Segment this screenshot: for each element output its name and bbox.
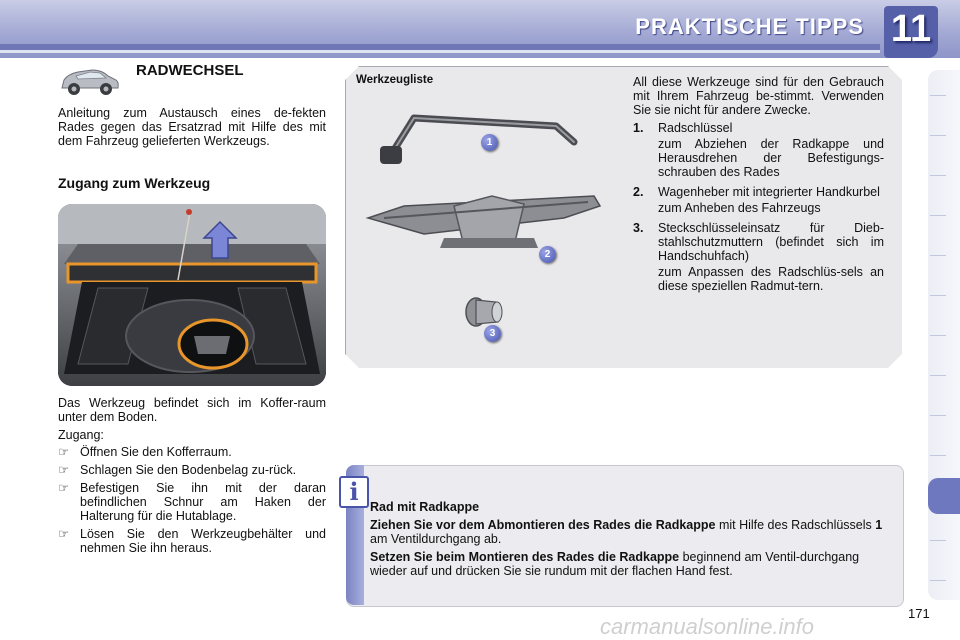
section-title: RADWECHSEL (136, 62, 244, 79)
subheading-tool-access: Zugang zum Werkzeug (58, 175, 211, 191)
list-item: ☞ Lösen Sie den Werkzeugbehälter und nehmen Sie ihn heraus. (58, 527, 326, 555)
page-number: 171 (908, 606, 930, 621)
list-item: ☞ Öffnen Sie den Kofferraum. (58, 445, 232, 459)
list-item: 2. Wagenheber mit integrierter Handkurbel (633, 185, 880, 199)
side-tab-divider (930, 540, 946, 541)
side-tab-divider (930, 255, 946, 256)
trunk-location-text: Das Werkzeug befindet sich im Koffer-raum unter dem Boden. (58, 396, 326, 424)
list-item: 3. Steckschlüsseleinsatz für Dieb-stahlschutzmuttern (befindet sich im Handschuhfach) (633, 221, 884, 263)
marker-2: 2 (539, 246, 556, 263)
side-tab-divider (930, 580, 946, 581)
tools-list-label: Werkzeugliste (356, 74, 434, 86)
info-paragraph-1: Ziehen Sie vor dem Abmontieren des Rades die Radkappe mit Hilfe des Radschlüssels 1 am Ventildurchgang ab. (370, 518, 883, 546)
watermark: carmanualsonline.info (600, 614, 815, 639)
intro-text: Anleitung zum Austausch eines de-fekten Rades gegen das Ersatzrad mit Hilfe des mit dem Fahrzeug gelieferten Werkzeugs. (58, 106, 326, 148)
info-text (370, 500, 896, 582)
bullet-hand-icon: ☞ (58, 463, 70, 477)
side-tab-divider (930, 95, 946, 96)
trunk-photo (58, 204, 326, 386)
side-tab-divider (930, 335, 946, 336)
chapter-number: 11 (890, 8, 932, 50)
jack-image (364, 188, 602, 252)
side-tab-divider (930, 175, 946, 176)
tool-purpose: zum Anpassen des Radschlüs-sels an diese speziellen Radmut-tern. (658, 265, 884, 293)
bullet-hand-icon: ☞ (58, 481, 70, 495)
tools-description (633, 75, 884, 299)
info-icon: i (339, 476, 369, 508)
socket-insert-image (462, 294, 504, 330)
wheel-wrench-image (380, 108, 580, 170)
info-title: Rad mit Radkappe (370, 500, 480, 514)
side-tab-divider (930, 135, 946, 136)
trunk-illustration (58, 204, 326, 386)
header-stripe-light (0, 50, 880, 53)
marker-1: 1 (481, 134, 498, 151)
tools-intro: All diese Werkzeuge sind für den Gebrauch mit Ihrem Fahrzeug be-stimmt. Verwenden Sie sie nicht für andere Zwecke. (633, 75, 884, 117)
side-tab-divider (930, 295, 946, 296)
bullet-hand-icon: ☞ (58, 445, 70, 459)
side-tab-divider (930, 455, 946, 456)
tool-purpose: zum Anheben des Fahrzeugs (658, 201, 821, 215)
car-icon (58, 64, 120, 98)
list-item: ☞ Befestigen Sie ihn mit der daran befindlichen Schnur am Haken der Halterung für die Hutablage. (58, 481, 326, 523)
list-item: 1. Radschlüssel (633, 121, 733, 135)
bullet-hand-icon: ☞ (58, 527, 70, 541)
tool-purpose: zum Abziehen der Radkappe und Herausdrehen der Befestigungs-schrauben des Rades (658, 137, 884, 179)
trunk-access-text (58, 396, 326, 559)
side-tab-divider (930, 215, 946, 216)
side-tab-divider (930, 375, 946, 376)
marker-3: 3 (484, 325, 501, 342)
side-tab-active (928, 478, 960, 514)
info-paragraph-2: Setzen Sie beim Montieren des Rades die Radkappe beginnend am Ventil-durchgang wieder auf und drücken Sie sie rundum mit der flachen Hand fest. (370, 550, 860, 578)
chapter-title: PRAKTISCHE TIPPS (635, 14, 864, 39)
access-label: Zugang: (58, 428, 104, 442)
side-tab-divider (930, 415, 946, 416)
list-item: ☞ Schlagen Sie den Bodenbelag zu-rück. (58, 463, 297, 477)
